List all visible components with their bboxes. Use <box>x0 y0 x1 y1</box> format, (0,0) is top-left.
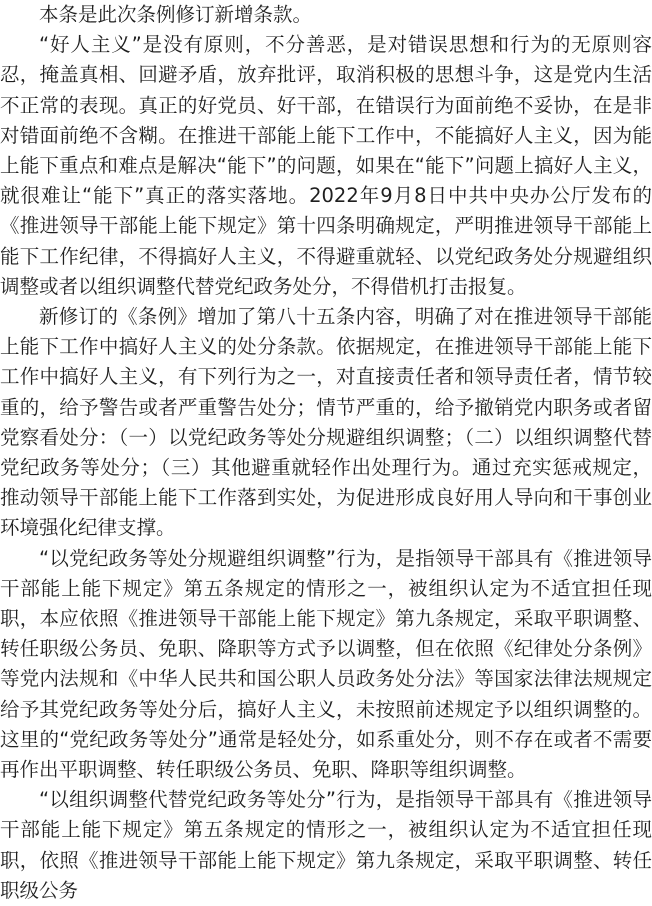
paragraph-intro: 本条是此次条例修订新增条款。 <box>39 3 313 26</box>
paragraph-evading-adjustment-behavior: “以党纪政务等处分规避组织调整”行为，是指领导干部具有《推进领导干部能上能下规定》第五条规定的情形之一，被组织认定为不适宜担任现职，本应依照《推进领导干部能上能下规定》第九条规定，采取平职调整、转任职级公务员、免职、降职等方式予以调整，但在依照《纪律处分条例》等党内法规和《中华人民共和国公职人员政务处分法》等国家法律法规规定给予其党纪政务等处分后，搞好人主义，未按照前述规定予以组织调整的。这里的“党纪政务等处分”通常是轻处分，如系重处分，则不存在或者不需要再作出平职调整、转任职级公务员、免职、降职等组织调整。 <box>0 546 652 782</box>
paragraph-haorenzhuyi-definition: “好人主义”是没有原则，不分善恶，是对错误思想和行为的无原则容忍，掩盖真相、回避矛盾，放弃批评，取消积极的思想斗争，这是党内生活不正常的表现。真正的好党员、好干部，在错误行为面前绝不妥协，在是非对错面前绝不含糊。在推进干部能上能下工作中，不能搞好人主义，因为能上能下重点和难点是解决“能下”的问题，如果在“能下”问题上搞好人主义，就很难让“能下”真正的落实落地。2022年9月8日中共中央办公厅发布的《推进领导干部能上能下规定》第十四条明确规定，严明推进领导干部能上能下工作纪律，不得搞好人主义，不得避重就轻、以党纪政务处分规避组织调整或者以组织调整代替党纪政务处分，不得借机打击报复。 <box>0 33 652 298</box>
paragraph-substituting-discipline-behavior: “以组织调整代替党纪政务等处分”行为，是指领导干部具有《推进领导干部能上能下规定》第五条规定的情形之一，被组织认定为不适宜担任现职，依照《推进领导干部能上能下规定》第九条规定，采取平职调整、转任职级公务 <box>0 788 652 902</box>
paragraph-article-85-content: 新修订的《条例》增加了第八十五条内容，明确了对在推进领导干部能上能下工作中搞好人主义的处分条款。依据规定，在推进领导干部能上能下工作中搞好人主义，有下列行为之一，对直接责任者和领导责任者，情节较重的，给予警告或者严重警告处分；情节严重的，给予撤销党内职务或者留党察看处分：（一）以党纪政务等处分规避组织调整；（二）以组织调整代替党纪政务等处分；（三）其他避重就轻作出处理行为。通过充实惩戒规定，推动领导干部能上能下工作落到实处，为促进形成良好用人导向和干事创业环境强化纪律支撑。 <box>0 305 652 540</box>
